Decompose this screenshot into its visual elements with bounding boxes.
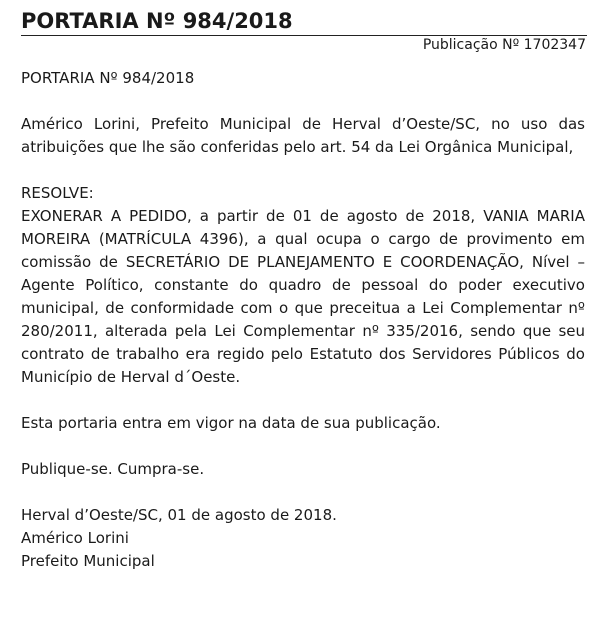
publique-paragraph: Publique-se. Cumpra-se. [21,460,205,478]
spacer [21,435,585,458]
spacer [21,159,585,182]
spacer [21,389,585,412]
document-body [21,67,585,573]
intro-paragraph: Américo Lorini, Prefeito Municipal de Herval d’Oeste/SC, no uso das atribuições que lhe são conferidas pelo art. 54 da Lei Orgânica Municipal, [21,115,585,156]
vigor-paragraph: Esta portaria entra em vigor na data de sua publicação. [21,414,441,432]
document-title: PORTARIA Nº 984/2018 [21,9,293,33]
portaria-heading: PORTARIA Nº 984/2018 [21,69,195,87]
spacer [21,481,585,504]
spacer [21,90,585,113]
resolve-label: RESOLVE: [21,184,94,202]
signer-name: Américo Lorini [21,529,129,547]
publication-number: Publicação Nº 1702347 [422,37,586,53]
signer-role: Prefeito Municipal [21,552,155,570]
place-date: Herval d’Oeste/SC, 01 de agosto de 2018. [21,506,337,524]
resolve-paragraph: EXONERAR A PEDIDO, a partir de 01 de agosto de 2018, VANIA MARIA MOREIRA (MATRÍCULA 4396), a qual ocupa o cargo de provimento em comissão de SECRETÁRIO DE PLANEJAMENTO E COORDENAÇÃO, Nível – Agente Político, constante do quadro de pessoal do poder executivo municipal, de conformidade com o que preceitua a Lei Complementar nº 280/2011, alterada pela Lei Complementar nº 335/2016, sendo que seu contrato de trabalho era regido pelo Estatuto dos Servidores Públicos do Município de Herval d´Oeste. [21,207,585,386]
